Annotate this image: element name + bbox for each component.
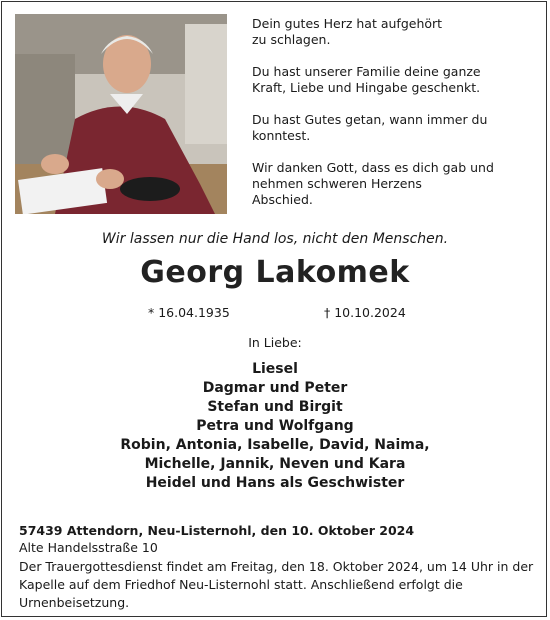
family-list [2, 360, 548, 493]
quote: Wir lassen nur die Hand los, nicht den Menschen. [101, 231, 449, 247]
deceased-name: Georg Lakomek [140, 255, 410, 290]
poem-stanza-1: Dein gutes Herz hat aufgehört zu schlagen. [252, 16, 443, 47]
poem-stanza-4: Wir danken Gott, dass es dich gab und nehmen schweren Herzens Abschied. [252, 160, 494, 207]
birth-date: * 16.04.1935 [148, 305, 230, 320]
portrait-photo [15, 14, 227, 214]
poem [252, 16, 537, 224]
obituary-notice [1, 1, 547, 617]
family-member: Michelle, Jannik, Neven und Kara [144, 456, 406, 472]
poem-stanza-3: Du hast Gutes getan, wann immer du konntest. [252, 112, 488, 143]
death-date: † 10.10.2024 [324, 305, 406, 320]
family-member: Robin, Antonia, Isabelle, David, Naima, [120, 437, 430, 453]
street-address: Alte Handelsstraße 10 [19, 540, 158, 555]
family-member: Petra und Wolfgang [196, 418, 354, 434]
family-member: Heidel und Hans als Geschwister [145, 475, 405, 491]
poem-stanza-2: Du hast unserer Familie deine ganze Kraft, Liebe und Hingabe geschenkt. [252, 64, 481, 95]
funeral-service-info: Der Trauergottesdienst findet am Freitag, den 18. Oktober 2024, um 14 Uhr in der Kapelle auf dem Friedhof Neu-Listernohl statt. Anschließend erfolgt die Urnenbeisetzung. [19, 559, 534, 610]
in-love-label: In Liebe: [248, 335, 302, 350]
family-member: Dagmar und Peter [202, 380, 348, 396]
place-and-date: 57439 Attendorn, Neu-Listernohl, den 10. Oktober 2024 [19, 523, 415, 538]
portrait-illustration [15, 14, 227, 214]
family-member: Stefan und Birgit [207, 399, 343, 415]
family-member: Liesel [252, 361, 298, 377]
